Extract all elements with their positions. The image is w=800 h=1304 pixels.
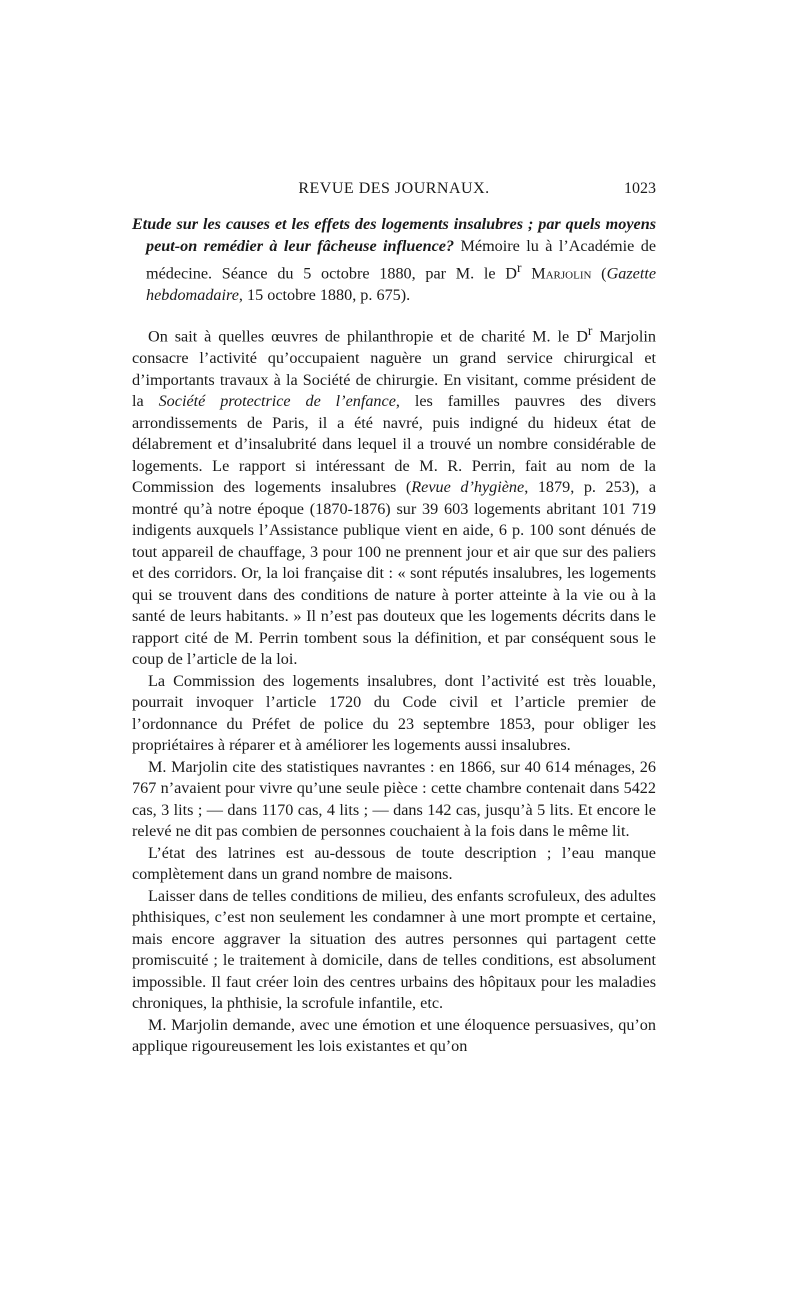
reference-journal: Gazette hebdomadaire: [146, 264, 657, 304]
reference-sup-r: r: [517, 260, 522, 275]
section-gap: [132, 306, 656, 320]
article-body: [132, 214, 656, 1058]
bibliographic-reference: [132, 214, 656, 306]
p1-society-name: Société protectrice de l’enfance: [158, 392, 396, 411]
paragraph-2: La Commission des logements insalubres, dont l’activité est très louable, pourrait invoquer l’article 1720 du Code civil et l’article premier de l’ordonnance du Préfet de police du 23 septembre 1853, pour obliger les propriétaires à réparer et à améliorer les logements aussi insalubres.: [132, 671, 656, 755]
paragraph-4: L’état des latrines est au-dessous de toute description ; l’eau manque complètement dans un grand nombre de maisons.: [132, 843, 656, 884]
reference-description-1: Mémoire lu à l’Académie de médecine. Séance du 5 octobre 1880, par M. le D: [146, 236, 656, 283]
paragraph-6: M. Marjolin demande, avec une émotion et une éloquence persuasives, qu’on applique rigoureusement les lois existantes et qu’on: [132, 1015, 656, 1056]
p1-text-a: On sait à quelles œuvres de philanthropie et de charité M. le D: [148, 327, 588, 346]
p1-text-c: , les familles pauvres des divers arrondissements de Paris, il a été navré, puis indigné du hideux état de délabrement et d’insalubrité dans lequel il a trouvé un nombre considérable de logements. Le rapport si intéressant de M. R. Perrin, fait au nom de la Commission des logements insalubres (: [132, 392, 657, 497]
page-number: 1023: [624, 180, 656, 197]
running-title: REVUE DES JOURNAUX.: [298, 180, 490, 197]
p1-revue-name: Revue d’hygiène: [411, 478, 525, 497]
reference-open-paren: (: [591, 264, 607, 283]
p1-text-b: Marjolin consacre l’activité qu’occupaient naguère un grand service chirurgical et d’importants travaux à la Société de chirurgie. En visitant, comme président de la: [132, 327, 656, 411]
p1-text-d: , 1879, p. 253), a montré qu’à notre époque (1870-1876) sur 39 603 logements abritant 101 719 indigents auxquels l’Assistance publique vient en aide, 6 p. 100 sont dénués de tout appareil de chauffage, 3 pour 100 ne prennent jour et air que sur des paliers et des corridors. Or, la loi française dit : « sont réputés insalubres, les logements qui se trouvent dans des conditions de nature à porter atteinte à la vie ou à la santé de leurs habitants. » Il n’est pas douteux que les logements décrits dans le rapport cité de M. Perrin tombent sous la définition, et par conséquent sous le coup de l’article de la loi.: [132, 478, 657, 669]
p1-sup-r: r: [587, 323, 593, 339]
running-header: [132, 180, 656, 204]
paragraph-1: [132, 320, 656, 670]
paragraph-3: M. Marjolin cite des statistiques navrantes : en 1866, sur 40 614 ménages, 26 767 n’avaient pour vivre qu’une seule pièce : cette chambre contenait dans 5422 cas, 3 lits ; — dans 1170 cas, 4 lits ; — dans 142 cas, jusqu’à 5 lits. Et encore le relevé ne dit pas combien de personnes couchaient à la fois dans le même lit.: [132, 757, 656, 841]
reference-description-2: , 15 octobre 1880, p. 675).: [238, 285, 411, 304]
paragraph-5: Laisser dans de telles conditions de milieu, des enfants scrofuleux, des adultes phthisiques, c’est non seulement les condamner à une mort prompte et certaine, mais encore aggraver la situation des autres personnes qui partagent cette promiscuité ; le traitement à domicile, dans de telles conditions, est absolument impossible. Il faut créer loin des centres urbains des hôpitaux pour les maladies chroniques, la phthisie, la scrofule infantile, etc.: [132, 886, 656, 1013]
reference-title: Etude sur les causes et les effets des logements insalubres ; par quels moyens peut-on remédier à leur fâcheuse influence?: [132, 215, 656, 255]
reference-author: Marjolin: [521, 264, 592, 283]
